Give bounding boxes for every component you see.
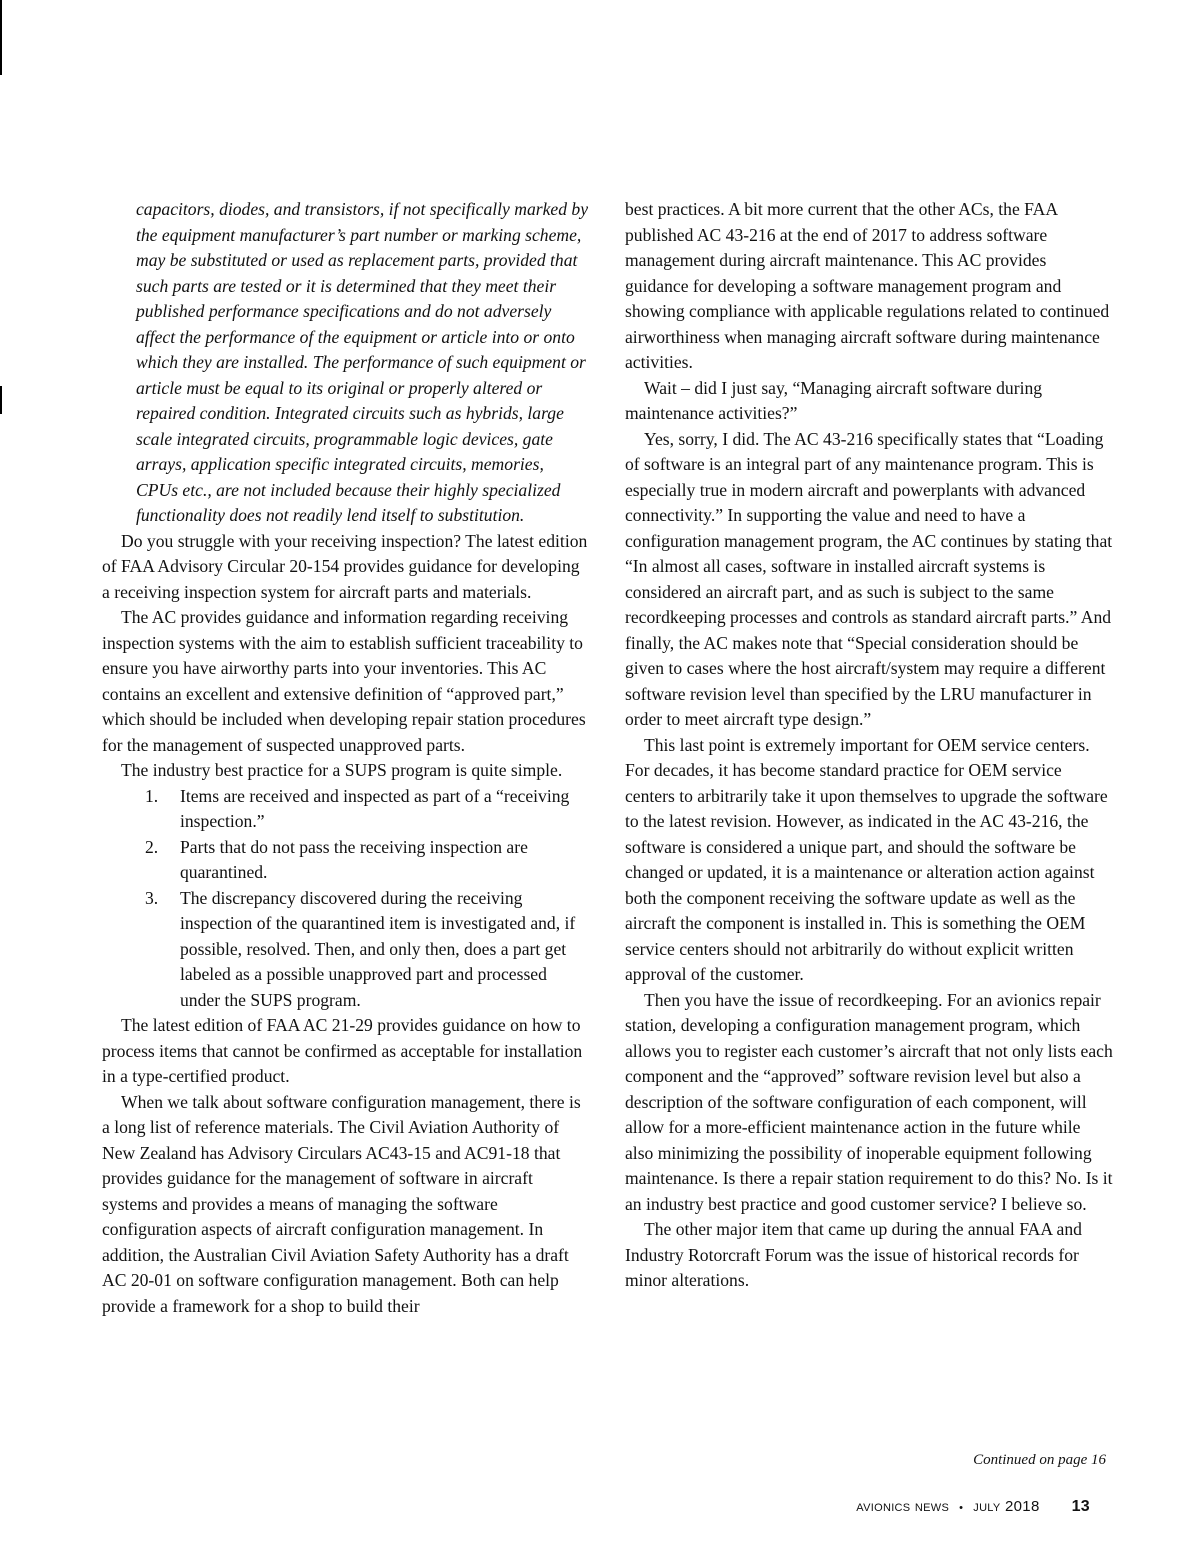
list-text: Items are received and inspected as part of a “receiving inspection.” [180, 785, 570, 831]
paragraph: The industry best practice for a SUPS program is quite simple. [121, 760, 563, 780]
paragraph: Do you struggle with your receiving inspection? The latest edition of FAA Advisory Circular 20-154 provides guidance for developing a receiving inspection system for aircraft parts and materials. [102, 530, 588, 602]
paragraph: The other major item that came up during the annual FAA and Industry Rotorcraft Forum was the issue of historical records for minor alterations. [625, 1219, 1082, 1290]
list-number: 2. [145, 836, 159, 857]
paragraph: Yes, sorry, I did. The AC 43-216 specifically states that “Loading of software is an integral part of any maintenance program. This is especially true in modern aircraft and powerplants with advanced connectivity.” In supporting the value and need to have a configuration management program, the AC continues by stating that “In almost all cases, software in installed aircraft systems is considered an aircraft part, and as such is subject to the same recordkeeping processes and controls as standard aircraft parts.” And finally, the AC makes note that “Special consideration should be given to cases where the host aircraft/system may require a different software revision level than specified by the LRU manufacturer in order to meet aircraft type design.” [625, 428, 1113, 729]
list-item [102, 835, 590, 886]
crop-mark-top [0, 0, 2, 75]
list-number: 1. [145, 785, 159, 806]
paragraph: Then you have the issue of recordkeeping. For an avionics repair station, developing a configuration management program, which allows you to register each customer’s aircraft that not only lists each component and the “approved” software revision level but also a description of the software configuration of each component, will allow for a more-efficient maintenance action in the future while also minimizing the possibility of inoperable equipment following maintenance. Is there a repair station requirement to do this? No. Is it an industry best practice and good customer service? I believe so. [625, 989, 1113, 1214]
list-text: Parts that do not pass the receiving inspection are quarantined. [180, 836, 528, 882]
paragraph: The AC provides guidance and information regarding receiving inspection systems with the aim to establish sufficient traceability to ensure you have airworthy parts into your inventories. This AC contains an excellent and extensive definition of “approved part,” which should be included when developing repair station procedures for the management of suspected unapproved parts. [102, 607, 586, 755]
list-text: The discrepancy discovered during the receiving inspection of the quarantined item is investigated and, if possible, resolved. Then, and only then, does a part get labeled as a possible unapproved part and processed under the SUPS program. [180, 887, 576, 1010]
bullet-separator: • [959, 1502, 964, 1514]
publication-name: avionics news [856, 1498, 950, 1515]
right-column [625, 197, 1113, 1294]
paragraph: This last point is extremely important for OEM service centers. For decades, it has become standard practice for OEM service centers to arbitrarily take it upon themselves to upgrade the software to the latest revision. However, as indicated in the AC 43-216, the software is considered a unique part, and should the software be changed or updated, it is a maintenance or alteration action against both the component receiving the software update as well as the aircraft the component is installed in. This is something the OEM service centers should not arbitrarily do without explicit written approval of the customer. [625, 734, 1108, 984]
left-column [102, 197, 590, 1319]
page-number: 13 [1071, 1498, 1090, 1515]
paragraph: The latest edition of FAA AC 21-29 provides guidance on how to process items that cannot be confirmed as acceptable for installation in a type-certified product. [102, 1015, 583, 1086]
list-number: 3. [145, 887, 159, 908]
continued-note: Continued on page 16 [973, 1452, 1106, 1468]
page-footer [856, 1498, 1090, 1516]
paragraph: best practices. A bit more current that the other ACs, the FAA published AC 43-216 at the end of 2017 to address software management during aircraft maintenance. This AC provides guidance for developing a software management program and showing compliance with applicable regulations related to continued airworthiness when managing aircraft software during maintenance activities. [625, 199, 1110, 372]
issue-date: july 2018 [973, 1498, 1040, 1515]
list-item [102, 886, 590, 1014]
crop-mark-middle [0, 386, 2, 414]
sups-steps-list [102, 784, 590, 1014]
paragraph: Wait – did I just say, “Managing aircraft software during maintenance activities?” [625, 377, 1043, 423]
paragraph: When we talk about software configuration management, there is a long list of reference materials. The Civil Aviation Authority of New Zealand has Advisory Circulars AC43-15 and AC91-18 that provides guidance for the management of software in aircraft systems and provides a means of managing the software configuration aspects of aircraft configuration management. In addition, the Australian Civil Aviation Safety Authority has a draft AC 20-01 on software configuration management. Both can help provide a framework for a shop to build their [102, 1091, 581, 1316]
list-item [102, 784, 590, 835]
regulation-quote: capacitors, diodes, and transistors, if not specifically marked by the equipment manufacturer’s part number or marking scheme, may be substituted or used as replacement parts, provided that such parts are tested or it is determined that they meet their published performance specifications and do not adversely affect the performance of the equipment or article into or onto which they are installed. The performance of such equipment or article must be equal to its original or properly altered or repaired condition. Integrated circuits such as hybrids, large scale integrated circuits, programmable logic devices, gate arrays, application specific integrated circuits, memories, CPUs etc., are not included because their highly specialized functionality does not readily lend itself to substitution. [136, 199, 589, 525]
